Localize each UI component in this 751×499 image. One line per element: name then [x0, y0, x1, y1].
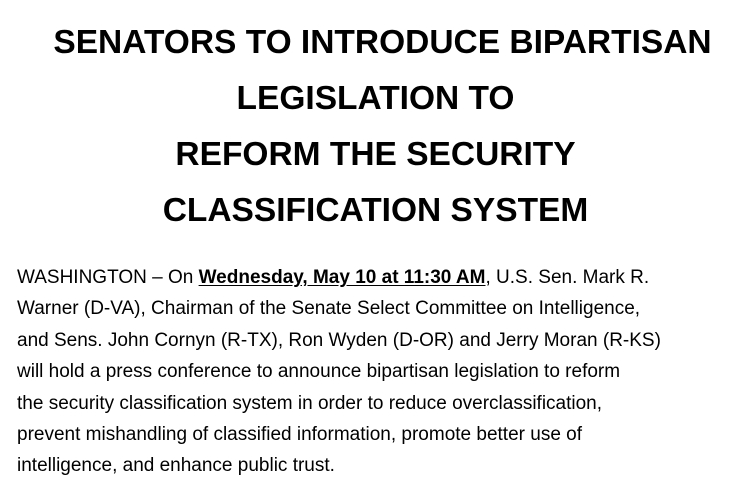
page-title	[0, 15, 751, 239]
dateline: WASHINGTON – On	[17, 267, 199, 288]
headline-line-1: SENATORS TO INTRODUCE BIPARTISAN	[53, 24, 712, 61]
body-line-1-rest: , U.S. Sen. Mark R.	[485, 267, 650, 288]
body-line-4: will hold a press conference to announce bipartisan legislation to reform	[17, 361, 621, 383]
body-line-6: prevent mishandling of classified information, promote better use of	[17, 424, 583, 446]
headline-line-4: CLASSIFICATION SYSTEM	[162, 192, 589, 229]
event-date-time: Wednesday, May 10 at 11:30 AM	[198, 267, 486, 288]
body-line-7: intelligence, and enhance public trust.	[17, 455, 335, 477]
headline-line-2: LEGISLATION TO	[236, 80, 515, 117]
body-line-5: the security classification system in order to reduce overclassification,	[17, 392, 603, 414]
body-line-1	[17, 262, 745, 293]
press-release-body	[17, 262, 745, 482]
body-line-2: Warner (D-VA), Chairman of the Senate Select Committee on Intelligence,	[17, 298, 641, 320]
body-line-3: and Sens. John Cornyn (R-TX), Ron Wyden (D-OR) and Jerry Moran (R-KS)	[17, 329, 661, 351]
headline-line-3: REFORM THE SECURITY	[175, 136, 576, 173]
